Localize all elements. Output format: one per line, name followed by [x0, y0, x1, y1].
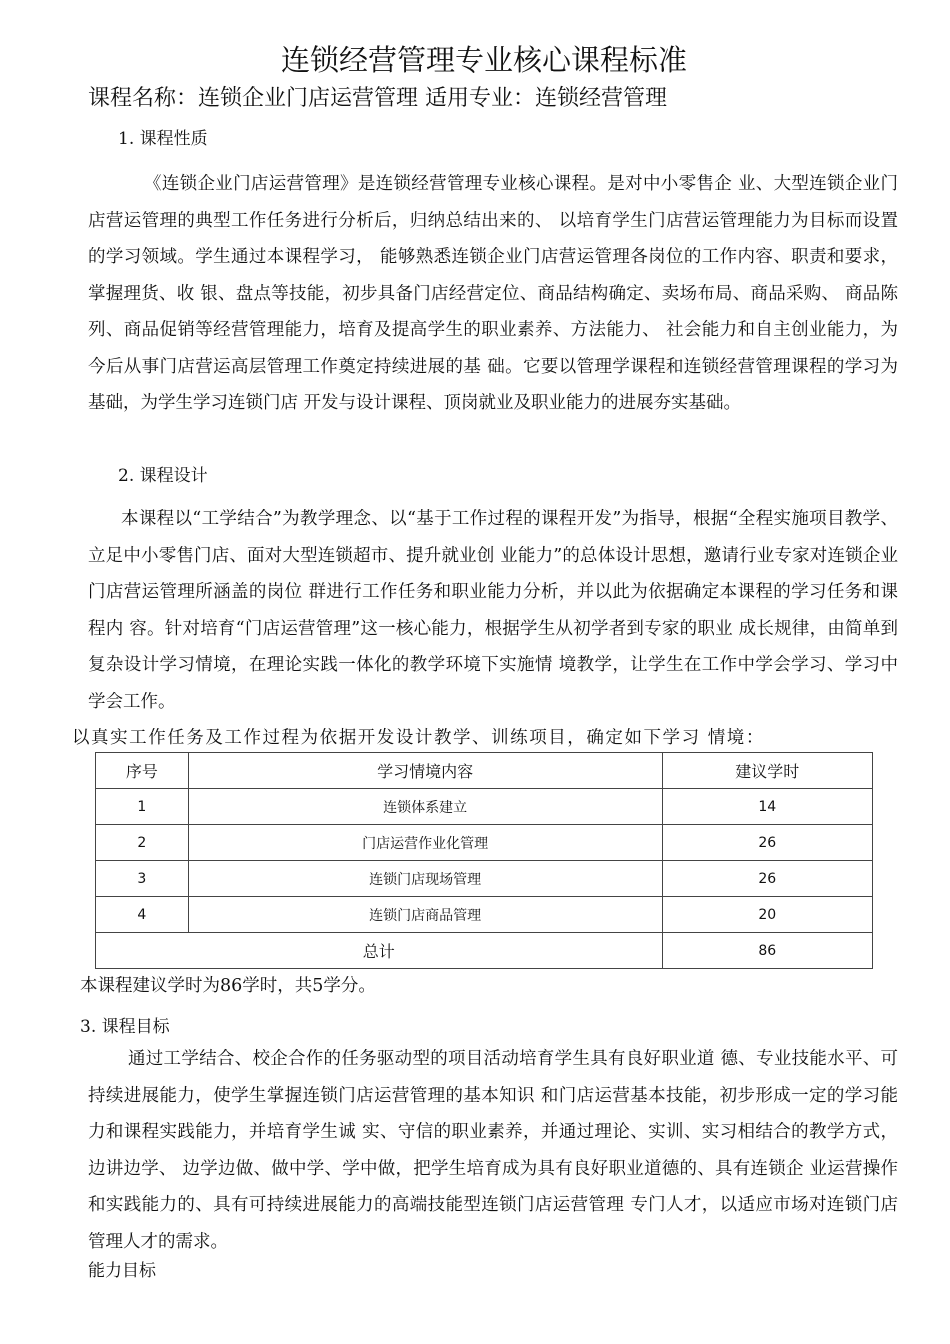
section-2-tail: 以真实工作任务及工作过程为依据开发设计教学、训练项目，确定如下学习 情境： [72, 728, 765, 748]
row-hours: 26 [662, 825, 872, 861]
row-content: 连锁门店现场管理 [188, 861, 662, 897]
row-hours: 26 [662, 861, 872, 897]
header-no: 序号 [96, 753, 189, 789]
row-no: 3 [96, 861, 189, 897]
section-1-paragraph [88, 166, 898, 422]
row-content: 连锁门店商品管理 [188, 897, 662, 933]
course-subtitle: 课程名称：连锁企业门店运营管理 适用专业：连锁经营管理 [88, 86, 667, 111]
table-row [96, 897, 873, 933]
section-2-text: 本课程以“工学结合”为教学理念、以“基于工作过程的课程开发”为指导，根据“全程实施项目教学、立足中小零售门店、面对大型连锁超市、提升就业创 业能力”的总体设计思想，邀请行业专家对连锁企业门店营运管理所涵盖的岗位 群进行工作任务和职业能力分析，并以此为依据确定本课程的学习任务和课程内 容。针对培育“门店运营管理”这一核心能力，根据学生从初学者到专家的职业 成长规律，由简单到复杂设计学习情境，在理论实践一体化的教学环境下实施情 境教学，让学生在工作中学会学习、学习中学会工作。 [88, 509, 898, 712]
row-content: 连锁体系建立 [188, 789, 662, 825]
table-row [96, 825, 873, 861]
row-no: 1 [96, 789, 189, 825]
section-2-paragraph [88, 501, 898, 720]
row-no: 2 [96, 825, 189, 861]
table-total-row [96, 933, 873, 969]
table-row [96, 861, 873, 897]
section-3-heading: 3. 课程目标 [80, 1017, 170, 1037]
section-3-text: 通过工学结合、校企合作的任务驱动型的项目活动培育学生具有良好职业道 德、专业技能水平、可持续进展能力，使学生掌握连锁门店运营管理的基本知识 和门店运营基本技能，初步形成一定的学习能力和课程实践能力，并培育学生诚 实、守信的职业素养，并通过理论、实训、实习相结合的教学方式，边讲边学、 边学边做、做中学、学中做，把学生培育成为具有良好职业道德的、具有连锁企 业运营操作和实践能力的、具有可持续进展能力的高端技能型连锁门店运营管理 专门人才，以适应市场对连锁门店管理人才的需求。 [88, 1049, 898, 1252]
row-content: 门店运营作业化管理 [188, 825, 662, 861]
header-hours: 建议学时 [662, 753, 872, 789]
header-content: 学习情境内容 [188, 753, 662, 789]
section-1-heading: 1. 课程性质 [118, 129, 208, 149]
ability-heading: 能力目标 [88, 1261, 156, 1281]
document-title: 连锁经营管理专业核心课程标准 [280, 43, 687, 77]
section-3-paragraph [88, 1041, 898, 1260]
row-hours: 20 [662, 897, 872, 933]
row-no: 4 [96, 897, 189, 933]
section-1-text: 《连锁企业门店运营管理》是连锁经营管理专业核心课程。是对中小零售企 业、大型连锁企业门店营运管理的典型工作任务进行分析后，归纳总结出来的、 以培育学生门店营运管理能力为目标而设置的学习领域。学生通过本课程学习， 能够熟悉连锁企业门店营运管理各岗位的工作内容、职责和要求，掌握理货、收 银、盘点等技能，初步具备门店经营定位、商品结构确定、卖场布局、商品采购、 商品陈列、商品促销等经营管理能力，培育及提高学生的职业素养、方法能力、 社会能力和自主创业能力，为今后从事门店营运高层管理工作奠定持续进展的基 础。它要以管理学课程和连锁经营管理课程的学习为基础，为学生学习连锁门店 开发与设计课程、顶岗就业及职业能力的进展夯实基础。 [88, 174, 898, 413]
credit-note: 本课程建议学时为86学时，共5学分。 [80, 976, 376, 996]
row-hours: 14 [662, 789, 872, 825]
table-row [96, 789, 873, 825]
total-label: 总计 [96, 933, 663, 969]
total-hours: 86 [662, 933, 872, 969]
learning-context-table [95, 752, 873, 969]
table-header-row [96, 753, 873, 789]
section-2-heading: 2. 课程设计 [118, 466, 208, 486]
